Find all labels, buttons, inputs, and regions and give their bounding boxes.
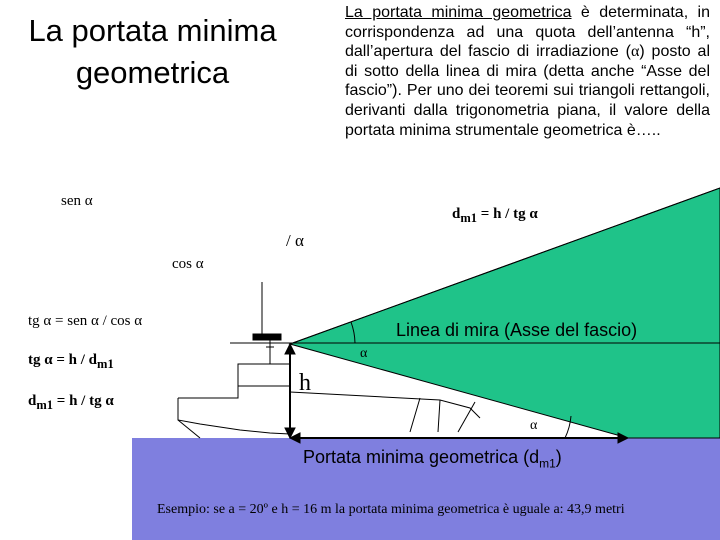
range-label-sub: m1 xyxy=(539,456,556,471)
paragraph-underlined: La portata minima geometrica xyxy=(345,4,572,21)
title-line-1: La portata minima xyxy=(28,13,277,48)
formula-sen: sen α xyxy=(61,193,93,209)
paragraph-text-2: ) posto al di sotto della linea di mira (detta anche “Asse del fascio”). Per uno dei teoremi sui triangoli rettangoli, derivanti dalla trigonometria piana, il valore della portata minima strumentale geometrica è….. xyxy=(345,43,711,139)
range-arrow xyxy=(290,433,628,443)
formula-dm1-right-sub: m1 xyxy=(460,211,478,225)
range-label-main: Portata minima geometrica (d xyxy=(303,447,540,467)
formula-tg-h-main: tg α = h / d xyxy=(28,352,98,368)
alpha-label-top: α xyxy=(360,346,368,361)
paragraph-alpha: α xyxy=(630,43,640,61)
formula-dm1-right-d: d xyxy=(452,206,461,222)
range-label xyxy=(303,447,562,471)
height-arrow xyxy=(285,344,295,438)
line-of-sight-label: Linea di mira (Asse del fascio) xyxy=(396,320,638,340)
title-line-2: geometrica xyxy=(75,55,230,90)
formula-slash-alpha: / α xyxy=(286,231,304,250)
paragraph-text: è determinata, in corrispondenza ad una quota dell’antenna “h”, dall’apertura del fascio di irradiazione ( xyxy=(345,4,710,61)
range-label-close: ) xyxy=(555,447,562,467)
example-text: Esempio: se a = 20º e h = 16 m la portata minima geometrica è uguale a: 43,9 metri xyxy=(157,502,625,517)
alpha-label-bottom: α xyxy=(530,418,538,433)
formula-dm1-right-rest: = h / tg α xyxy=(480,206,538,222)
formula-dm1-left-rest: = h / tg α xyxy=(56,393,114,409)
formula-tg-h xyxy=(28,352,114,372)
formula-tg-ratio: tg α = sen α / cos α xyxy=(28,313,143,329)
formula-dm1-right xyxy=(452,206,538,226)
formula-tg-h-sub: m1 xyxy=(97,357,114,371)
formula-dm1-left-sub: m1 xyxy=(36,398,54,412)
formula-cos: cos α xyxy=(172,256,204,272)
formula-dm1-left xyxy=(28,393,114,413)
formula-dm1-left-d: d xyxy=(28,393,37,409)
height-label: h xyxy=(299,370,311,396)
